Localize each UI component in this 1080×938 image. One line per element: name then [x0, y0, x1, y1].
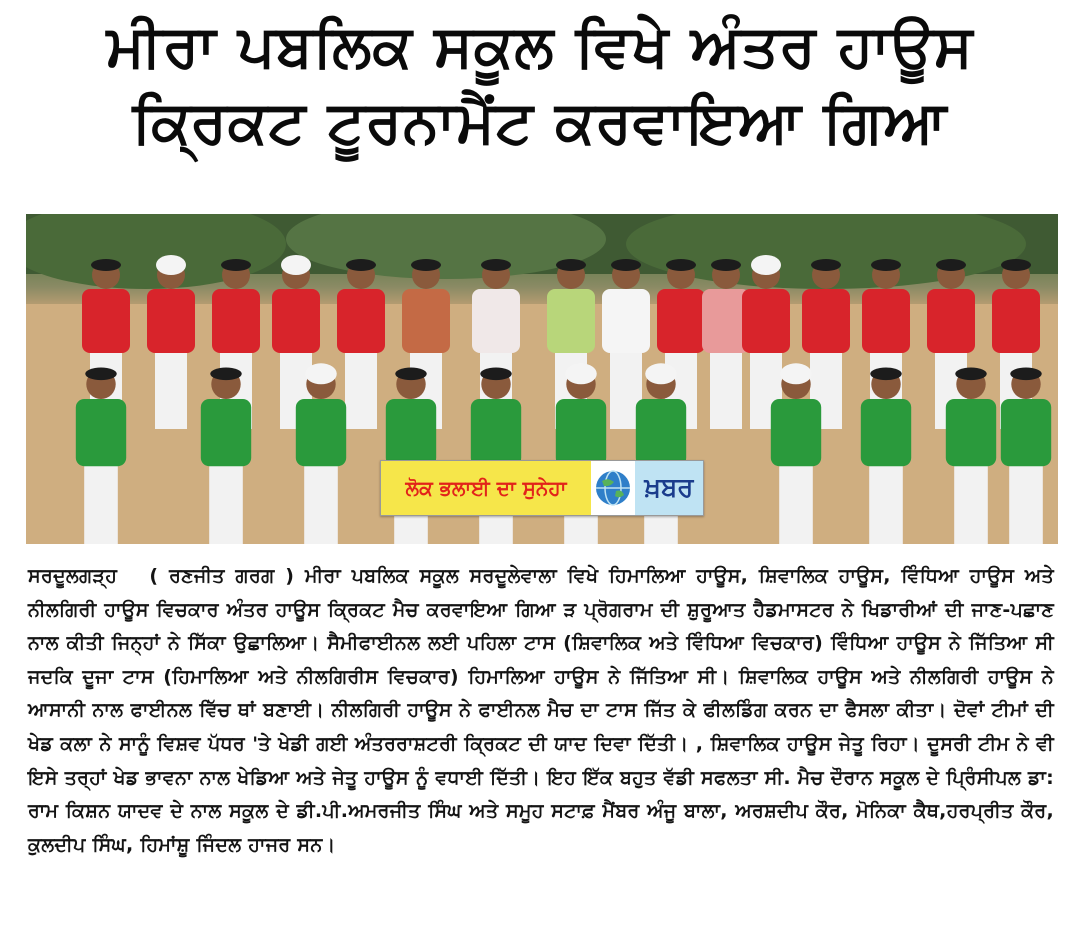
- headline: [0, 0, 1080, 158]
- article-text: ਮੀਰਾ ਪਬਲਿਕ ਸਕੂਲ ਸਰਦੂਲੇਵਾਲਾ ਵਿਖੇ ਹਿਮਾਲਿਆ ਹਾਊਸ, ਸ਼ਿਵਾਲਿਕ ਹਾਊਸ, ਵਿੰਧਿਆ ਹਾਊਸ ਅਤੇ ਨੀਲਗਿਰੀ ਹਾਊਸ ਵਿਚਕਾਰ ਅੰਤਰ ਹਾਊਸ ਕ੍ਰਿਕਟ ਮੈਚ ਕਰਵਾਇਆ ਗਿਆ ੜ ਪ੍ਰੋਗਰਾਮ ਦੀ ਸ਼ੁਰੂਆਤ ਹੈਡਮਾਸਟਰ ਨੇ ਖਿਡਾਰੀਆਂ ਦੀ ਜਾਣ-ਪਛਾਣ ਨਾਲ ਕੀਤੀ ਜਿਨ੍ਹਾਂ ਨੇ ਸਿੱਕਾ ਉਛਾਲਿਆ। ਸੈਮੀਫਾਈਨਲ ਲਈ ਪਹਿਲਾ ਟਾਸ (ਸ਼ਿਵਾਲਿਕ ਅਤੇ ਵਿੰਧਿਆ ਵਿਚਕਾਰ) ਵਿੰਧਿਆ ਹਾਊਸ ਨੇ ਜਿੱਤਿਆ ਸੀ ਜਦਕਿ ਦੂਜਾ ਟਾਸ (ਹਿਮਾਲਿਆ ਅਤੇ ਨੀਲਗਿਰੀਸ ਵਿਚਕਾਰ) ਹਿਮਾਲਿਆ ਹਾਊਸ ਨੇ ਜਿੱਤਿਆ ਸੀ। ਸ਼ਿਵਾਲਿਕ ਹਾਊਸ ਅਤੇ ਨੀਲਗਿਰੀ ਹਾਊਸ ਨੇ ਆਸਾਨੀ ਨਾਲ ਫਾਈਨਲ ਵਿੱਚ ਥਾਂ ਬਣਾਈ। ਨੀਲਗਿਰੀ ਹਾਊਸ ਨੇ ਫਾਈਨਲ ਮੈਚ ਦਾ ਟਾਸ ਜਿੱਤ ਕੇ ਫੀਲਡਿੰਗ ਕਰਨ ਦਾ ਫੈਸਲਾ ਕੀਤਾ। ਦੋਵਾਂ ਟੀਮਾਂ ਦੀ ਖੇਡ ਕਲਾ ਨੇ ਸਾਨੂੰ ਵਿਸ਼ਵ ਪੱਧਰ 'ਤੇ ਖੇਡੀ ਗਈ ਅੰਤਰਰਾਸ਼ਟਰੀ ਕ੍ਰਿਕਟ ਦੀ ਯਾਦ ਦਿਵਾ ਦਿੱਤੀ। , ਸ਼ਿਵਾਲਿਕ ਹਾਊਸ ਜੇਤੂ ਰਿਹਾ। ਦੂਸਰੀ ਟੀਮ ਨੇ ਵੀ ਇਸੇ ਤਰ੍ਹਾਂ ਖੇਡ ਭਾਵਨਾ ਨਾਲ ਖੇਡਿਆ ਅਤੇ ਜੇਤੂ ਹਾਊਸ ਨੂੰ ਵਧਾਈ ਦਿੱਤੀ। ਇਹ ਇੱਕ ਬਹੁਤ ਵੱਡੀ ਸਫਲਤਾ ਸੀ. ਮੈਚ ਦੌਰਾਨ ਸਕੂਲ ਦੇ ਪ੍ਰਿੰਸੀਪਲ ਡਾ: ਰਾਮ ਕਿਸ਼ਨ ਯਾਦਵ ਦੇ ਨਾਲ ਸਕੂਲ ਦੇ ਡੀ.ਪੀ.ਅਮਰਜੀਤ ਸਿੰਘ ਅਤੇ ਸਮੂਹ ਸਟਾਫ਼ ਮੈਂਬਰ ਅੰਜੂ ਬਾਲਾ, ਅਰਸ਼ਦੀਪ ਕੌਰ, ਮੋਨਿਕਾ ਕੈਥ,ਹਰਪ੍ਰੀਤ ਕੌਰ, ਕੁਲਦੀਪ ਸਿੰਘ, ਹਿਮਾਂਸ਼ੂ ਜਿੰਦਲ ਹਾਜਰ ਸਨ।: [28, 565, 1054, 856]
- brand-banner: [380, 460, 704, 516]
- article-dateline: ਸਰਦੂਲਗੜ੍ਹ: [28, 565, 118, 587]
- brand-news-label: ਖ਼ਬਰ: [635, 461, 703, 515]
- article-body: [28, 560, 1054, 862]
- brand-tagline: ਲੋਕ ਭਲਾਈ ਦਾ ਸੁਨੇਹਾ: [381, 461, 591, 515]
- article-reporter: ( ਰਣਜੀਤ ਗਰਗ ): [149, 565, 295, 587]
- headline-line-2: ਕ੍ਰਿਕਟ ਟੂਰਨਾਮੈਂਟ ਕਰਵਾਇਆ ਗਿਆ: [132, 88, 948, 156]
- headline-line-1: ਮੀਰਾ ਪਬਲਿਕ ਸਕੂਲ ਵਿਖੇ ਅੰਤਰ ਹਾਊਸ: [106, 12, 974, 80]
- globe-icon: [591, 461, 635, 515]
